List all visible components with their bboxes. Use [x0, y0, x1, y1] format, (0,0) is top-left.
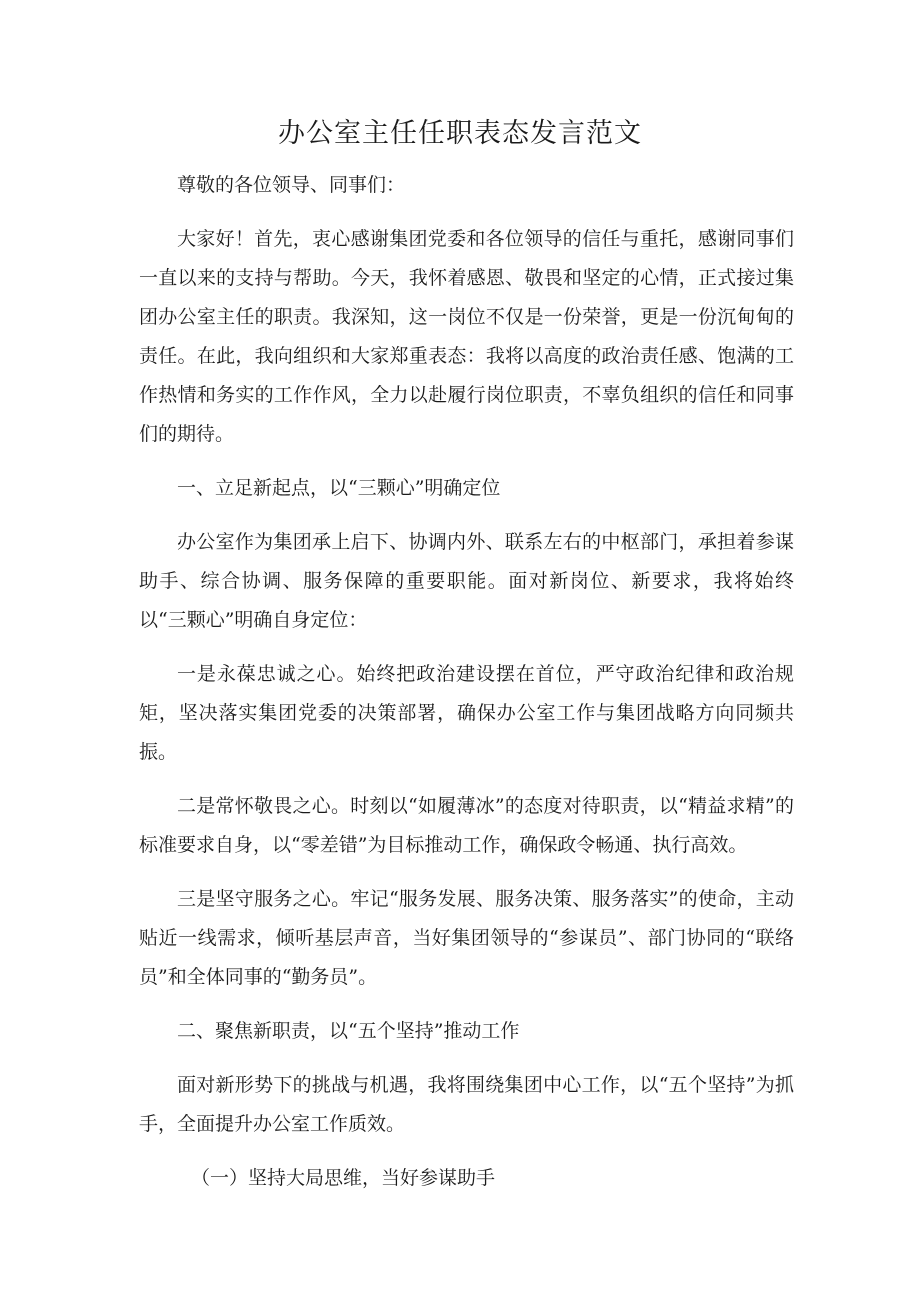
body-paragraph: 二是常怀敬畏之心。时刻以“如履薄冰”的态度对待职责，以“精益求精”的标准要求自身，以“零差错”为目标推动工作，确保政令畅通、执行高效。 — [139, 795, 794, 856]
subsection-heading: （一）坚持大局思维，当好参谋助手 — [191, 1167, 496, 1189]
body-paragraph: 三是坚守服务之心。牢记“服务发展、服务决策、服务落实”的使命，主动贴近一线需求，倾听基层声音，当好集团领导的“参谋员”、部门协同的“联络员”和全体同事的“勤务员”。 — [139, 888, 794, 988]
opening-paragraph: 大家好！首先，衷心感谢集团党委和各位领导的信任与重托，感谢同事们一直以来的支持与帮助。今天，我怀着感恩、敬畏和坚定的心情，正式接过集团办公室主任的职责。我深知，这一岗位不仅是一份荣誉，更是一份沉甸甸的责任。在此，我向组织和大家郑重表态：我将以高度的政治责任感、饱满的工作热情和务实的工作作风，全力以赴履行岗位职责，不辜负组织的信任和同事们的期待。 — [139, 228, 794, 445]
section-heading-1: 一、立足新起点，以“三颗心”明确定位 — [177, 477, 501, 499]
body-paragraph: 办公室作为集团承上启下、协调内外、联系左右的中枢部门，承担着参谋助手、综合协调、服务保障的重要职能。面对新岗位、新要求，我将始终以“三颗心”明确自身定位： — [139, 531, 794, 631]
body-paragraph: 一是永葆忠诚之心。始终把政治建设摆在首位，严守政治纪律和政治规矩，坚决落实集团党委的决策部署，确保办公室工作与集团战略方向同频共振。 — [139, 663, 794, 763]
salutation: 尊敬的各位领导、同事们： — [177, 174, 406, 196]
body-paragraph: 面对新形势下的挑战与机遇，我将围绕集团中心工作，以“五个坚持”为抓手，全面提升办公室工作质效。 — [139, 1074, 794, 1135]
section-heading-2: 二、聚焦新职责，以“五个坚持”推动工作 — [177, 1020, 520, 1042]
document-body — [139, 166, 794, 1213]
document-title: 办公室主任任职表态发言范文 — [278, 118, 642, 149]
